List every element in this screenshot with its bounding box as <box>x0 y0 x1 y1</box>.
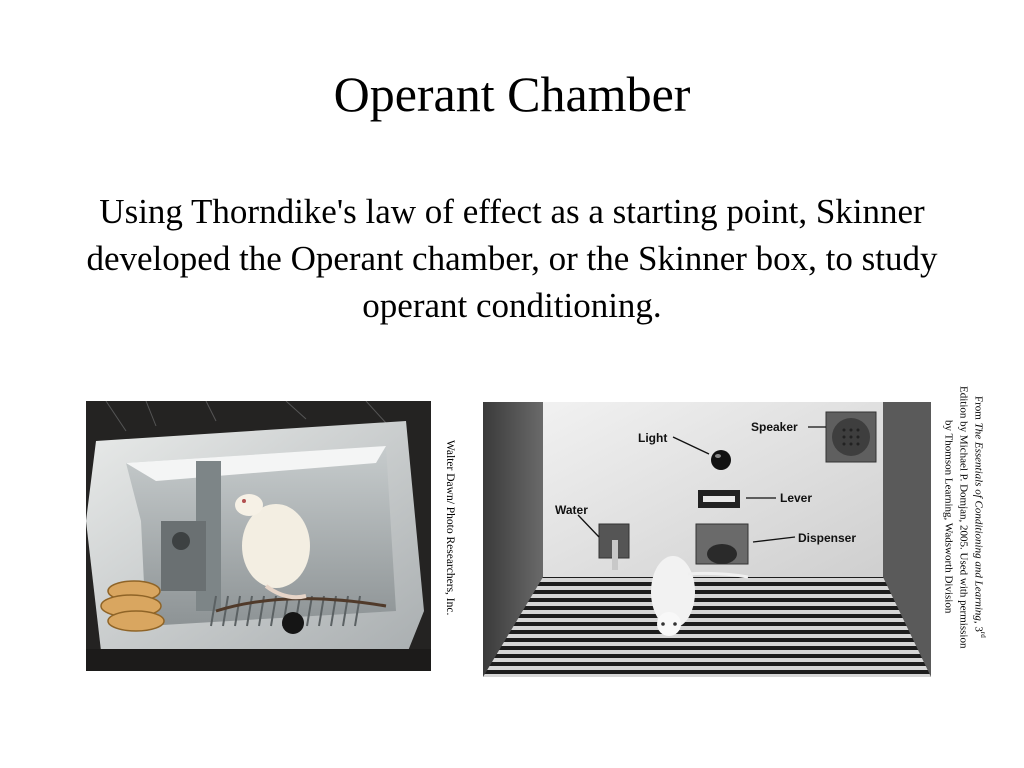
speaker-label: Speaker <box>751 420 798 434</box>
credit-line-2: Edition by Michael P. Domjan, 2005. Used with permission <box>957 385 970 649</box>
slide-body-text: Using Thorndike's law of effect as a starting point, Skinner developed the Operant chamber, or the Skinner box, to study operant conditioning. <box>86 192 938 325</box>
water-label: Water <box>555 503 588 517</box>
credit-book-title: The Essentials of Conditioning and Learning <box>972 422 985 622</box>
operant-chamber-photo <box>483 402 931 677</box>
light-label: Light <box>638 431 668 445</box>
operant-chamber-illustration <box>483 402 931 677</box>
credit-line-1 <box>970 342 990 692</box>
lever-label: Lever <box>780 491 813 505</box>
credit-edition: , 3 <box>972 621 985 633</box>
photo-credit-right <box>934 342 990 692</box>
credit-line-3: by Thomson Learning, Wadsworth Division <box>942 420 955 614</box>
credit-prefix: From <box>972 396 985 423</box>
skinner-box-photo <box>86 401 431 671</box>
slide-title: Operant Chamber <box>333 66 691 122</box>
dispenser-label: Dispenser <box>798 531 857 545</box>
photo-credit-left: Walter Dawn/ Photo Researchers, Inc. <box>444 440 456 616</box>
skinner-box-illustration <box>86 401 431 671</box>
credit-edition-sup: rd <box>979 632 987 638</box>
